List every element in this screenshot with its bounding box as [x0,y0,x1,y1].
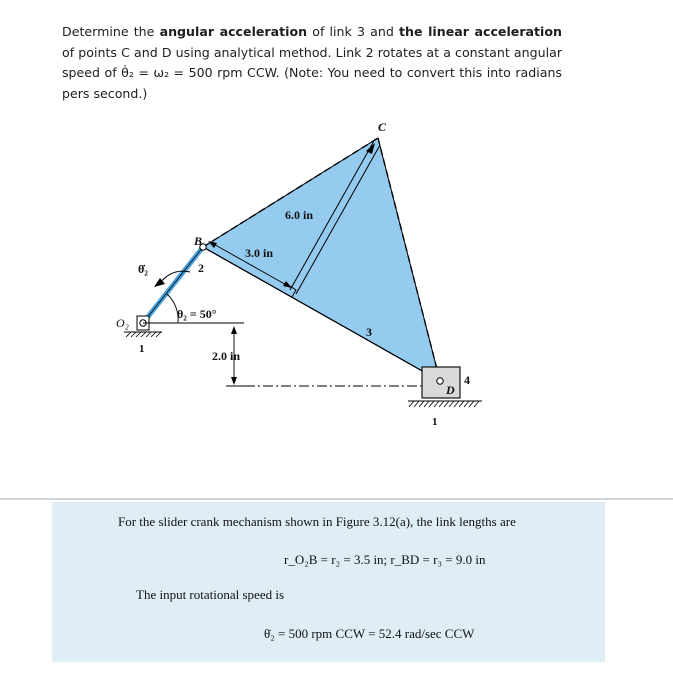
omega-label: θ̇₂ [138,262,148,276]
label-d: D [446,383,455,397]
label-o2: O₂ [116,316,129,330]
link-3-number: 3 [366,325,372,339]
given-data-box [52,502,605,662]
question-text-1: Determine the [62,24,160,39]
link-4-number: 4 [464,373,470,387]
input-speed-label: The input rotational speed is [136,587,285,602]
link-lengths-equation: r_O₂B = r₂ = 3.5 in; r_BD = r₃ = 9.0 in [284,552,486,567]
bold-linear-acceleration: the linear acceleration [399,24,562,39]
bold-angular-acceleration: angular acceleration [159,24,308,39]
question-text-2: of link 3 and [307,24,400,39]
dim-3in-label: 3.0 in [245,246,274,260]
ground-1-left: 1 [139,343,145,355]
ground-slider-hatch [409,401,479,407]
input-speed-equation: θ̇₂ = 500 rpm CCW = 52.4 rad/sec CCW [264,626,475,641]
angle-label: θ₂ = 50° [177,307,217,321]
dim-2in-arrow-bottom [231,377,237,385]
pin-d [437,378,443,384]
label-c: C [378,120,387,134]
question-text-3: of points C and D using analytical method. Link 2 rotates at a constant angular speed of θ̇₂ = ω₂ = 500 rpm CCW. (Note: You need to convert this into radians pers second.) [62,44,562,101]
ground-o2-hatch [126,332,161,337]
dim-2in-arrow-top [231,326,237,334]
link-3-triangle [203,138,440,381]
ground-1-right: 1 [432,416,438,428]
label-b: B [194,234,203,248]
section-divider [0,498,673,500]
link-2-number: 2 [198,261,204,275]
dim-6in-label: 6.0 in [285,208,314,222]
given-intro-text: For the slider crank mechanism shown in Figure 3.12(a), the link lengths are [118,514,516,529]
dim-2in-label: 2.0 in [212,349,241,363]
